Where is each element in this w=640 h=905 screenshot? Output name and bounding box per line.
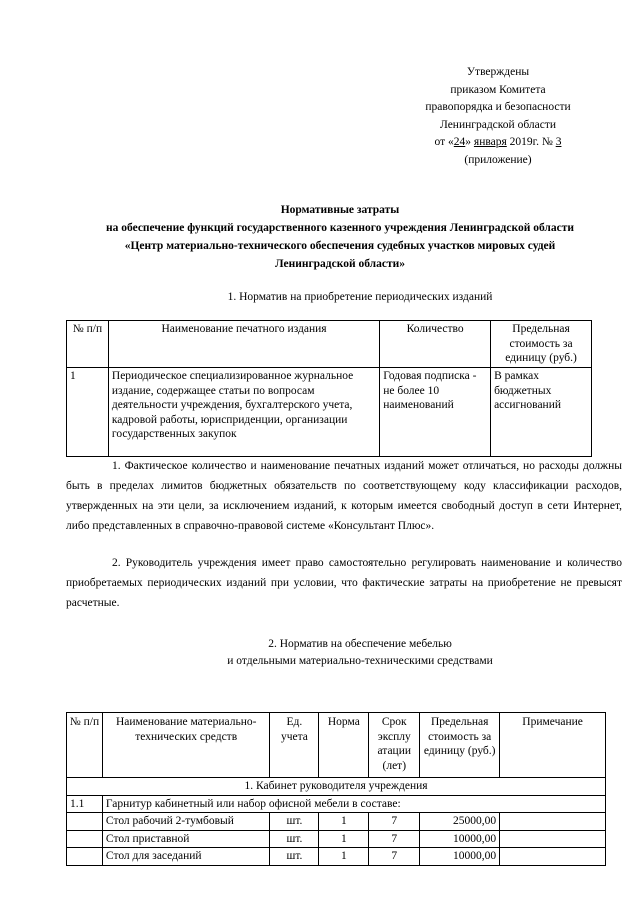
group-row <box>67 778 606 796</box>
item-price: 10000,00 <box>420 830 500 848</box>
item-norm: 1 <box>319 830 369 848</box>
date-day: 24 <box>453 136 466 148</box>
table-header-row <box>67 713 606 778</box>
item-note <box>500 848 606 866</box>
approval-line-3: правопорядка и безопасности <box>425 101 571 113</box>
header-cell: Норма <box>319 713 369 778</box>
item-term: 7 <box>369 848 420 866</box>
item-name: Стол приставной <box>102 830 270 848</box>
title-line-1: Нормативные затраты <box>280 204 400 216</box>
header-cell: № п/п <box>67 321 109 368</box>
item-note <box>500 830 606 848</box>
title-line-3: «Центр материально-технического обеспечения судебных участков мировых судей <box>124 240 556 252</box>
section-2-heading <box>160 636 560 670</box>
header-cell: Наименование материально-технических средств <box>102 713 270 778</box>
date-month: января <box>473 136 507 148</box>
subgroup-title: Гарнитур кабинетный или набор офисной мебели в составе: <box>102 795 605 813</box>
approval-date-line <box>400 134 596 152</box>
item-name: Стол для заседаний <box>102 848 270 866</box>
header-cell: № п/п <box>67 713 103 778</box>
section-2-heading-line-2: и отдельными материально-техническими средствами <box>227 655 493 667</box>
item-price: 25000,00 <box>420 813 500 831</box>
empty-cell <box>67 813 103 831</box>
item-term: 7 <box>369 830 420 848</box>
furniture-table <box>66 712 606 866</box>
approval-line-1: Утверждены <box>466 66 530 78</box>
item-name: Стол рабочий 2-тумбовый <box>102 813 270 831</box>
item-term: 7 <box>369 813 420 831</box>
table-header-row <box>67 321 592 368</box>
item-unit: шт. <box>270 848 319 866</box>
empty-cell <box>67 830 103 848</box>
header-cell: Срок эксплу атации (лет) <box>369 713 420 778</box>
table-row <box>67 813 606 831</box>
header-cell: Количество <box>380 321 491 368</box>
document-title <box>60 201 620 273</box>
header-cell: Ед. учета <box>270 713 319 778</box>
header-cell: Предельная стоимость за единицу (руб.) <box>491 321 592 368</box>
approval-line-6: (приложение) <box>464 153 532 166</box>
paragraph-1: 1. Фактическое количество и наименование печатных изданий может отличаться, но расходы должны быть в пределах лимитов бюджетных обязательств по соответствующему коду классификации расходов, утвержденных на эти цели, за исключением изданий, к которым имеется свободный доступ в сети Интернет, либо представленных в справочно-правовой системе «Консультант Плюс». <box>66 460 622 532</box>
order-number: 3 <box>555 136 562 148</box>
row-number: 1 <box>67 368 109 457</box>
row-price: В рамках бюджетных ассигнований <box>491 368 592 457</box>
table-row <box>67 848 606 866</box>
subgroup-row <box>67 795 606 813</box>
group-title: 1. Кабинет руководителя учреждения <box>67 778 606 796</box>
paragraph-2: 2. Руководитель учреждения имеет право самостоятельно регулировать наименование и количество приобретаемых периодических изданий при условии, что фактические затраты на приобретение не превысят расчетные. <box>66 557 622 609</box>
subgroup-number: 1.1 <box>67 795 103 813</box>
item-note <box>500 813 606 831</box>
approval-line-2: приказом Комитета <box>450 83 546 96</box>
item-unit: шт. <box>270 813 319 831</box>
empty-cell <box>67 848 103 866</box>
item-norm: 1 <box>319 848 369 866</box>
row-name: Периодическое специализированное журнальное издание, содержащее статьи по вопросам деятельности учреждения, бухгалтерского учета, кадровой работы, юрисприденции, организации государственных закупок <box>108 368 379 457</box>
date-mid-2: 2019г. № <box>506 136 556 148</box>
table-row <box>67 830 606 848</box>
item-norm: 1 <box>319 813 369 831</box>
header-cell: Наименование печатного издания <box>108 321 379 368</box>
row-quantity: Годовая подписка - не более 10 наименований <box>380 368 491 457</box>
approval-block <box>400 64 596 169</box>
table-row <box>67 368 592 457</box>
title-line-2: на обеспечение функций государственного казенного учреждения Ленинградской области <box>105 222 574 234</box>
header-cell: Примечание <box>500 713 606 778</box>
date-prefix: от « <box>434 136 454 148</box>
approval-line-4: Ленинградской области <box>439 118 557 131</box>
title-line-4: Ленинградской области» <box>274 258 406 270</box>
item-unit: шт. <box>270 830 319 848</box>
section-2-heading-line-1: 2. Норматив на обеспечение мебелью <box>268 638 452 650</box>
section-1-heading: 1. Норматив на приобретение периодических изданий <box>227 291 493 303</box>
periodicals-table <box>66 320 592 457</box>
date-mid-1: » <box>465 136 474 148</box>
item-price: 10000,00 <box>420 848 500 866</box>
header-cell: Предельная стоимость за единицу (руб.) <box>420 713 500 778</box>
